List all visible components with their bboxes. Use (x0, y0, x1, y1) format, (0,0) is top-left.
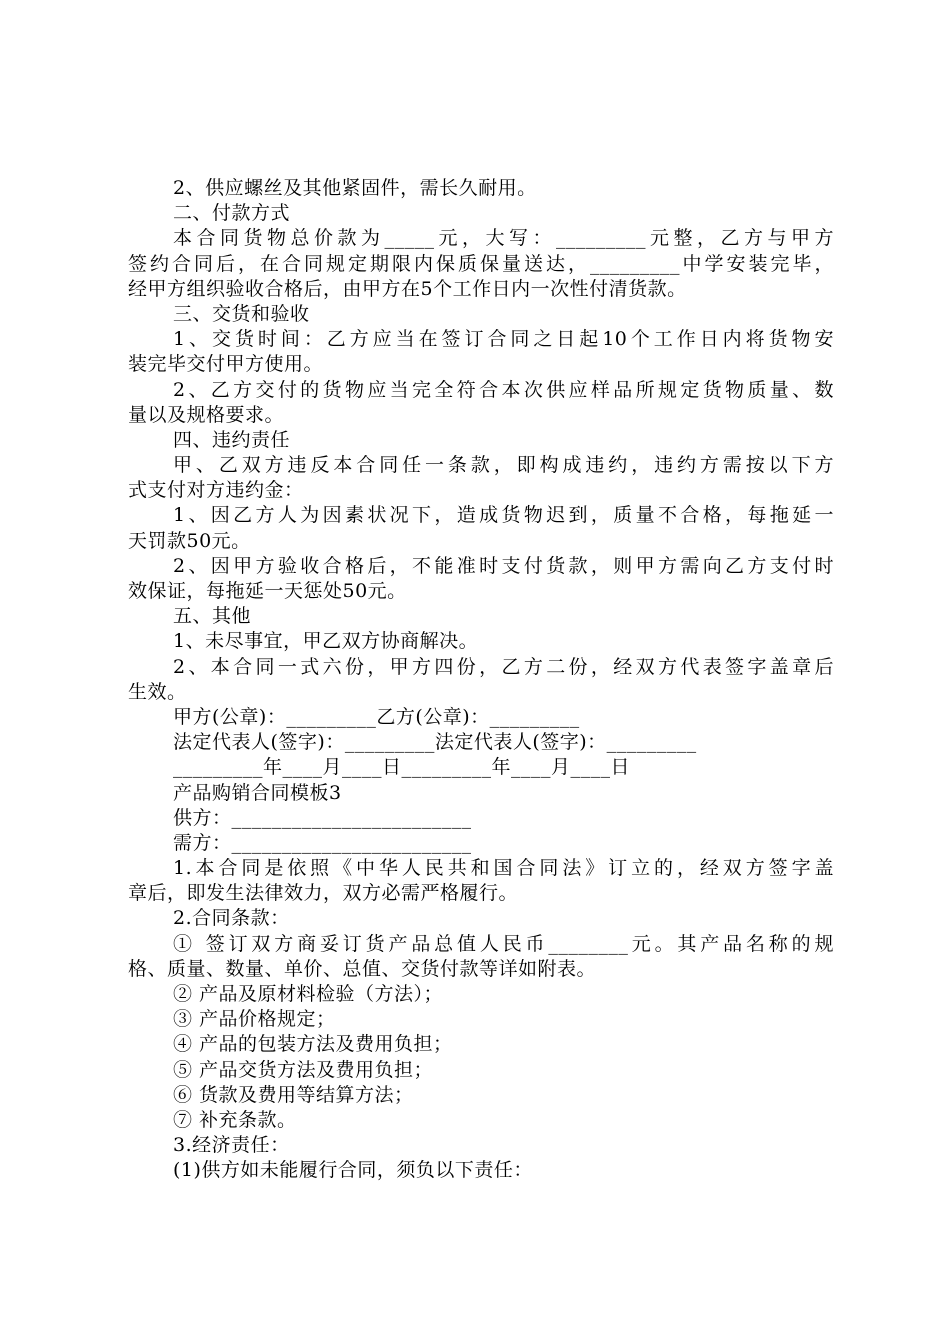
text-line: 1、因乙方人为因素状况下，造成货物迟到，质量不合格，每拖延一 (173, 504, 834, 527)
text-line: ③ 产品价格规定； (173, 1008, 336, 1031)
text-line: ⑤ 产品交货方法及费用负担； (173, 1058, 434, 1081)
text-line: 1、交货时间：乙方应当在签订合同之日起10个工作日内将货物安 (173, 328, 834, 351)
text-line: 2、乙方交付的货物应当完全符合本次供应样品所规定货物质量、数 (173, 378, 834, 401)
text-line: 二、付款方式 (173, 202, 291, 225)
text-line: 生效。 (128, 680, 187, 703)
text-line: 1、未尽事宜，甲乙双方协商解决。 (173, 630, 479, 653)
text-line: 3.经济责任： (173, 1134, 290, 1157)
text-line: (1)供方如未能履行合同，须负以下责任： (173, 1159, 533, 1182)
text-line: 章后，即发生法律效力，双方必需严格履行。 (128, 882, 519, 905)
text-line: 供方：________________________ (173, 806, 472, 829)
text-line: 四、违约责任 (173, 428, 291, 451)
text-line: 效保证，每拖延一天惩处50元。 (128, 580, 407, 602)
text-line: 法定代表人(签字)：_________法定代表人(签字)：_________ (173, 731, 697, 754)
text-line: 量以及规格要求。 (128, 403, 285, 426)
text-line: 甲、乙双方违反本合同任一条款，即构成违约，违约方需按以下方 (173, 454, 834, 477)
text-line: 装完毕交付甲方使用。 (128, 353, 324, 376)
text-line: _________年____月____日_________年____月____日 (173, 756, 631, 779)
text-line: 经甲方组织验收合格后，由甲方在5个工作日内一次性付清货款。 (128, 277, 687, 300)
text-line: 格、质量、数量、单价、总值、交货付款等详如附表。 (128, 957, 597, 980)
text-line: 1.本合同是依照《中华人民共和国合同法》订立的，经双方签字盖 (173, 857, 834, 880)
text-line: 2、本合同一式六份，甲方四份，乙方二份，经双方代表签字盖章后 (173, 655, 834, 678)
text-line: 2.合同条款： (173, 907, 290, 930)
text-line: 签约合同后，在合同规定期限内保质保量送达，_________中学安装完毕， (128, 252, 834, 275)
text-line: ⑦ 补充条款。 (173, 1108, 297, 1131)
text-line: 本合同货物总价款为_____元，大写：_________元整，乙方与甲方 (173, 227, 834, 250)
text-line: 甲方(公章)：_________乙方(公章)：_________ (173, 705, 580, 728)
text-line: 2、因甲方验收合格后，不能准时支付货款，则甲方需向乙方支付时 (173, 554, 834, 577)
text-line: ④ 产品的包装方法及费用负担； (173, 1033, 453, 1056)
text-line: 五、其他 (173, 605, 252, 628)
text-line: ⑥ 货款及费用等结算方法； (173, 1083, 414, 1106)
text-line: ① 签订双方商妥订货产品总值人民币________元。其产品名称的规 (173, 932, 834, 955)
text-line: 产品购销合同模板3 (173, 781, 342, 804)
document-page (128, 176, 834, 1184)
text-line: 天罚款50元。 (128, 529, 251, 552)
text-line: 2、供应螺丝及其他紧固件，需长久耐用。 (173, 177, 537, 199)
text-line: 式支付对方违约金： (128, 479, 304, 502)
text-line: 需方：________________________ (173, 831, 472, 854)
text-line: 三、交货和验收 (173, 302, 310, 325)
text-line: ② 产品及原材料检验（方法）； (173, 983, 444, 1005)
